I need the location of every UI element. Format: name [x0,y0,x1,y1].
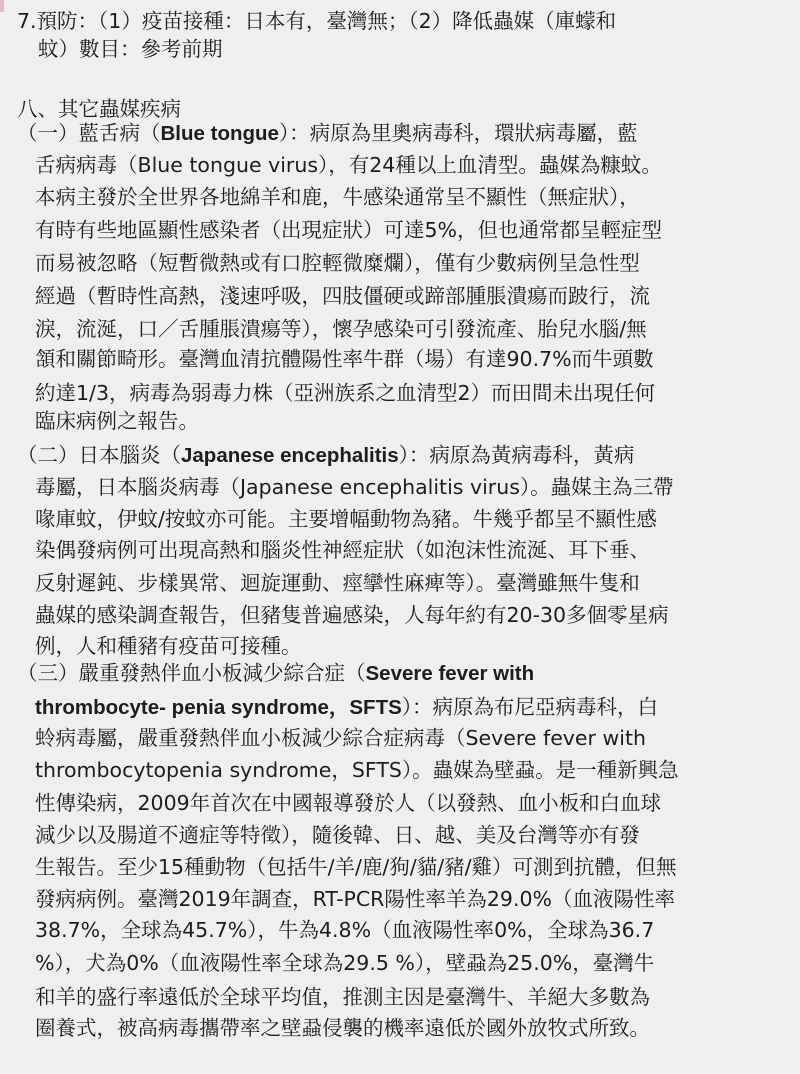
line-text: ）：病原為布尼亞病毒科，白 [401,695,659,719]
text-line [35,470,800,504]
text-line [35,502,800,536]
text-line [35,598,800,632]
text-line [35,980,800,1014]
text-line [35,279,800,313]
line-text: 而易被忽略（短暫微熱或有口腔輕微糜爛），僅有少數病例呈急性型 [35,251,640,275]
text-line [35,690,800,724]
line-text: 反射遲鈍、步樣異常、迴旋運動、痙攣性麻痺等）。臺灣雖無牛隻和 [35,571,640,595]
text-line [35,342,800,376]
line-text: 約達1/3，病毒為弱毒力株（亞洲族系之血清型2）而田間未出現任何 [35,381,656,405]
line-text: 蚊）數目：參考前期 [38,37,223,61]
text-line [35,721,800,755]
line-text: 淚，流涎，口／舌腫脹潰瘍等），懷孕感染可引發流產、胎兒水腦/無 [35,317,647,341]
text-line [35,882,800,916]
text-line [35,1011,800,1045]
text-line [35,946,800,980]
line-text: 生報告。至少15種動物（包括牛/羊/鹿/狗/貓/豬/雞）可測到抗體，但無 [35,855,677,879]
text-line [35,213,800,247]
line-text: 性傳染病，2009年首次在中國報導發於人（以發熱、血小板和白血球 [35,791,662,815]
text-line [35,913,800,947]
line-text: 和羊的盛行率遠低於全球平均值，推測主因是臺灣牛、羊絕大多數為 [35,985,650,1009]
line-text: %），犬為0%（血液陽性率全球為29.5 %），壁蝨為25.0%，臺灣牛 [35,951,655,975]
line-text: 本病主發於全世界各地綿羊和鹿，牛感染通常呈不顯性（無症狀）， [35,185,640,209]
line-text: 圈養式，被高病毒攜帶率之壁蝨侵襲的機率遠低於國外放牧式所致。 [35,1016,650,1040]
line-text: 毒屬，日本腦炎病毒（Japanese encephalitis virus）。蟲媒主為三帶 [35,475,674,499]
text-line [35,533,800,567]
text-line [35,246,800,280]
line-text: 減少以及腸道不適症等特徵），隨後韓、日、越、美及台灣等亦有發 [35,823,640,847]
line-text: 發病病例。臺灣2019年調查，RT-PCR陽性率羊為29.0%（血液陽性率 [35,887,676,911]
line-text: 臨床病例之報告。 [35,409,199,433]
text-line [35,818,800,852]
line-text: ）：病原為里奧病毒科，環狀病毒屬，藍 [278,121,638,145]
text-line [17,656,800,690]
line-text: （二）日本腦炎（ [17,443,181,467]
line-text: 喙庫蚊，伊蚊/按蚊亦可能。主要增幅動物為豬。牛幾乎都呈不顯性感 [35,507,657,531]
text-line [38,32,800,66]
line-text: 頷和關節畸形。臺灣血清抗體陽性率牛群（場）有達90.7%而牛頭數 [35,347,654,371]
line-text: （一）藍舌病（ [17,121,161,145]
line-text: （三）嚴重發熱伴血小板減少綜合症（ [17,661,366,685]
line-text: ）：病原為黃病毒科，黃病 [398,443,635,467]
text-line [35,786,800,820]
page-edge-mark [0,0,4,12]
line-text: 例，人和種豬有疫苗可接種。 [35,634,302,658]
line-text: 38.7%，全球為45.7%），牛為4.8%（血液陽性率0%，全球為36.7 [35,918,655,942]
line-text: 7.預防：（1）疫苗接種：日本有，臺灣無；（2）降低蟲媒（庫蠓和 [17,9,617,33]
line-text: 經過（暫時性高熱，淺速呼吸，四肢僵硬或蹄部腫脹潰瘍而跛行，流 [35,284,650,308]
bold-term: Blue tongue [160,122,279,145]
bold-term: Severe fever with [365,662,535,685]
text-line [35,180,800,214]
line-text: 蛉病毒屬，嚴重發熱伴血小板減少綜合症病毒（Severe fever with [35,726,646,750]
text-line [35,148,800,182]
line-text: thrombocytopenia syndrome，SFTS）。蟲媒為壁蝨。是一種新興急 [35,758,679,782]
text-line [17,438,800,472]
text-line [35,753,800,787]
text-line [35,850,800,884]
line-text: 有時有些地區顯性感染者（出現症狀）可達5%，但也通常都呈輕症型 [35,218,663,242]
text-line [35,404,800,438]
line-text: 染偶發病例可出現高熱和腦炎性神經症狀（如泡沫性流涎、耳下垂、 [35,538,650,562]
text-line [35,312,800,346]
bold-term: Japanese encephalitis [181,444,399,467]
text-line [17,116,800,150]
line-text: 八、其它蟲媒疾病 [17,97,181,121]
line-text: 蟲媒的感染調查報告，但豬隻普遍感染，人每年約有20-30多個零星病 [35,603,669,627]
text-line [35,566,800,600]
line-text: 舌病病毒（Blue tongue virus），有24種以上血清型。蟲媒為糠蚊。 [35,153,662,177]
bold-term: thrombocyte- penia syndrome，SFTS [35,696,402,719]
